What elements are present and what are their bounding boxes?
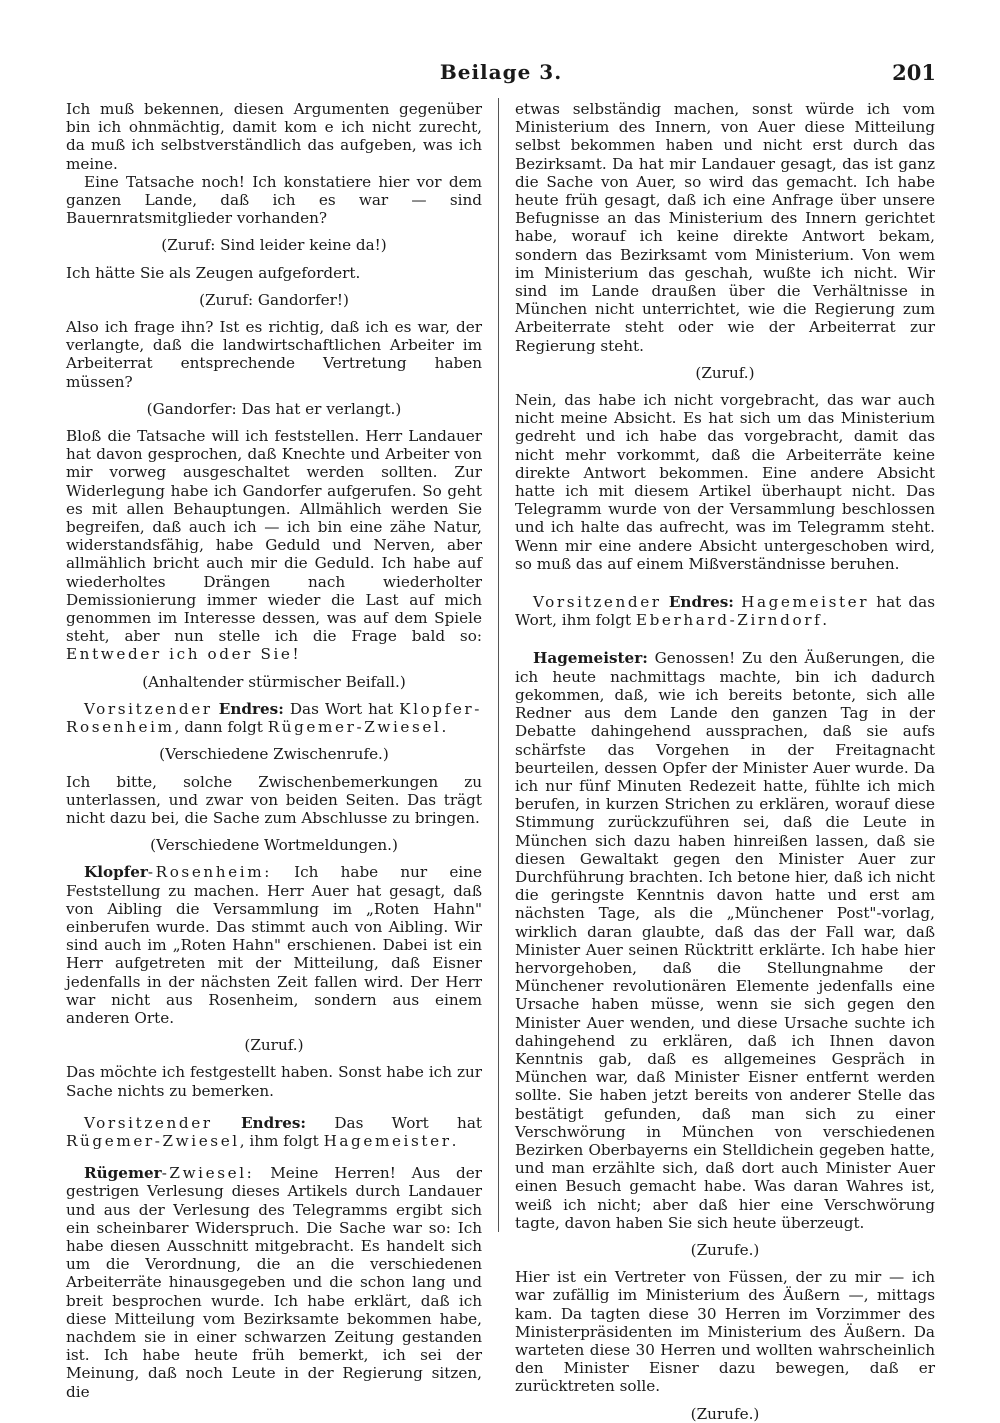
right-column <box>515 100 936 1423</box>
spacer <box>66 1150 482 1164</box>
speaker-name: Rügemer <box>84 1164 162 1183</box>
speaker-ref: Eberhard-Zirndorf <box>635 611 823 630</box>
interjection: (Gandorfer: Das hat er verlangt.) <box>146 399 402 418</box>
page-header <box>66 60 936 90</box>
speaker-name: Hagemeister: <box>533 649 648 668</box>
paragraph: Also ich frage ihn? Ist es richtig, daß ich es war, der verlangte, daß die landwirtschaftlichen Arbeiter im Arbeiterrat entsprechende Vertretung haben müssen? <box>66 318 482 391</box>
column-divider <box>498 98 499 1232</box>
paragraph: Eine Tatsache noch! Ich konstatiere hier vor dem ganzen Lande, daß ich es war — sind Bauernratsmitglieder vorhanden? <box>66 172 482 228</box>
spacer <box>515 573 935 593</box>
speaker-paragraph: Hagemeister: Genossen! Zu den Äußerungen, die ich heute nachmittags machte, bin ich dadurch gekommen, daß, wie ich bereits betonte, sich alle Redner aus dem Lande den ganzen Tag in der Debatte dahingehend aussprachen, daß sie aufs schärfste das Vorgehen in der Freitagnacht beurteilen, dessen Opfer der Minister Auer wurde. Da ich nur fünf Minuten Redezeit hatte, fühlte ich mich berufen, in kurzen Strichen zu erklären, worauf diese Stimmung zurückzuführen sei, daß die Leute in München sich dazu haben hinreißen lassen, daß sie diesen Gewaltakt gegen den Minister Auer zur Durchführung brachten. Ich betone hier, daß ich nicht die geringste Kenntnis davon hatte und erst am nächsten Tage, als die „Münchener Post"-vorlag, wirklich daran glaubte, daß das der Fall war, daß Minister Auer seinen Rücktritt erklärte. Ich habe hier hervorgehoben, daß die Stellungnahme der Münchener revolutionären Elemente jedenfalls eine Ursache haben müsse, wenn sie sich gegen den Minister Auer wenden, und diese Ursache suchte ich dahingehend zu erklären, daß ich Ihnen davon Kenntnis gab, daß es allgemeines Gespräch in München war, daß Minister Eisner entfernt werden sollte. Sie haben jetzt bereits von anderer Stelle das bestätigt gefunden, daß man sich zu einer Verschwörung in München von verschiedenen Bezirken Oberbayerns ein Stelldichein gegeben hatte, und man erzählte sich, daß dort auch Minister Auer einen Besuch gemacht habe. Was daran Wahres ist, weiß ich nicht; aber daß hier eine Verschwörung tagte, davon haben Sie sich heute überzeugt. <box>515 649 935 1232</box>
speaker-paragraph: Rügemer-Zwiesel: Meine Herren! Aus der gestrigen Verlesung dieses Artikels durch Landauer und aus der Verlesung des Telegramms ergibt sich ein scheinbarer Widerspruch. Die Sache war so: Ich habe diesen Ausschnitt mitgebracht. Es handelt sich um die Verordnung, die an die verschiedenen Arbeiterräte hinausgegeben und die schon lang und breit besprochen wurde. Ich habe erklärt, daß ich diese Mitteilung vom Bezirksamte bekommen habe, nachdem sie in einer schwarzen Zeitung gestanden ist. Ich habe heute früh bemerkt, ich sei der Meinung, daß noch Leute in der Regierung sitzen, die <box>66 1164 482 1401</box>
interjection: (Zuruf.) <box>695 363 755 382</box>
interjection: (Verschiedene Zwischenrufe.) <box>159 745 389 764</box>
speaker-ref: Klopfer-Rosenheim <box>66 699 482 737</box>
speaker-ref: Rügemer-Zwiesel <box>66 1131 240 1150</box>
speaker-paragraph: Vorsitzender Endres: Das Wort hat Rügemer-Zwiesel, ihm folgt Hagemeister. <box>66 1113 482 1150</box>
interjection: (Zurufe.) <box>690 1240 760 1259</box>
speaker-paragraph: Vorsitzender Endres: Hagemeister hat das Wort, ihm folgt Eberhard-Zirndorf. <box>515 593 936 630</box>
speaker-paragraph: Klopfer-Rosenheim: Ich habe nur eine Feststellung zu machen. Herr Auer hat gesagt, daß von Aibling die Versammlung im „Roten Hahn" einberufen wurde. Das stimmt auch von Aibling. Wir sind auch im „Roten Hahn" erschienen. Dabei ist ein Herr aufgetreten mit der Mitteilung, daß Eisner jedenfalls in der nächsten Zeit fallen wird. Der Herr war nicht aus Rosenheim, sondern aus einem anderen Orte. <box>66 863 482 1027</box>
interjection: (Verschiedene Wortmeldungen.) <box>150 836 398 855</box>
chair-title: Vorsitzender <box>84 1113 213 1132</box>
interjection: (Zuruf: Gandorfer!) <box>199 290 349 309</box>
paragraph: etwas selbständig machen, sonst würde ich vom Ministerium des Innern, von Auer diese Mitteilung selbst bekommen haben und nicht erst durch das Bezirksamt. Da hat mir Landauer gesagt, das ist ganz die Sache von Auer, so wird das gemacht. Ich habe heute früh gesagt, daß ich eine Anfrage über unsere Befugnisse an das Ministerium des Innern gerichtet habe, worauf ich keine direkte Antwort bekam, sondern das Bezirksamt vom Ministerium. Von wem im Ministerium das geschah, wußte ich nicht. Wir sind im Lande draußen über die Verhältnisse in München nicht unterrichtet, wie die Regierung zum Arbeiterrate steht oder wie der Arbeiterrat zur Regierung steht. <box>515 100 935 355</box>
page-title: Beilage 3. <box>439 60 563 84</box>
paragraph: Nein, das habe ich nicht vorgebracht, das war auch nicht meine Absicht. Es hat sich um das Ministerium gedreht und ich habe das vorgebracht, damit das nicht mehr vorkommt, daß die Arbeiterräte keine direkte Antwort bekommen. Eine andere Absicht hatte ich mit diesem Artikel überhaupt nicht. Das Telegramm wurde von der Versammlung beschlossen und ich halte das aufrecht, was im Telegramm steht. Wenn mir eine andere Absicht untergeschoben wird, so muß das auf einem Mißverständnisse beruhen. <box>515 391 935 573</box>
speaker-name: Klopfer <box>84 863 148 882</box>
spacer <box>66 1100 482 1114</box>
paragraph: Hier ist ein Vertreter von Füssen, der zu mir — ich war zufällig im Ministerium des Äußern —, mittags kam. Da tagten diese 30 Herren im Vorzimmer des Ministerpräsidenten im Ministerium des Äußern. Da warteten diese 30 Herren und wollten wahrscheinlich den Minister Eisner dazu bewegen, daß er zurücktreten solle. <box>515 1268 935 1396</box>
paragraph: Bloß die Tatsache will ich feststellen. Herr Landauer hat davon gesprochen, daß Knechte und Arbeiter von mir vorweg ausgeschaltet werden sollten. Zur Widerlegung habe ich Gandorfer aufgerufen. So geht es mit allen Behauptungen. Allmählich werden Sie begreifen, daß auch ich — ich bin eine zähe Natur, widerstandsfähig, habe Geduld und Nerven, aber allmählich bricht auch mir die Geduld. Ich habe auf wiederholtes Drängen nach wiederholter Demissionierung immer wieder die Last auf mich genommen im Interesse dessen, was auf dem Spiele steht, aber nun stelle ich die Frage bald so: Entweder ich oder Sie! <box>66 427 482 664</box>
speaker-paragraph: Vorsitzender Endres: Das Wort hat Klopfer-Rosenheim, dann folgt Rügemer-Zwiesel. <box>66 699 482 737</box>
speaker-ref: Hagemeister <box>741 593 870 612</box>
speaker-name: Endres: <box>668 593 734 612</box>
chair-title: Vorsitzender <box>533 593 662 612</box>
speaker-name: Endres: <box>218 699 284 718</box>
interjection: (Zuruf: Sind leider keine da!) <box>161 236 387 255</box>
interjection: (Anhaltender stürmischer Beifall.) <box>142 672 406 691</box>
chair-title: Vorsitzender <box>84 699 213 718</box>
speaker-name: Endres: <box>240 1113 307 1132</box>
paragraph: Ich hätte Sie als Zeugen aufgefordert. <box>66 263 361 282</box>
speaker-place: -Rosenheim: <box>147 863 272 882</box>
paragraph: Ich bitte, solche Zwischenbemerkungen zu unterlassen, und zwar von beiden Seiten. Das trägt nicht dazu bei, die Sache zum Abschlusse zu bringen. <box>66 772 482 827</box>
page-number: 201 <box>892 60 936 85</box>
left-column <box>66 100 482 1401</box>
paragraph: Ich muß bekennen, diesen Argumenten gegenüber bin ich ohnmächtig, damit kom e ich nicht zurecht, da muß ich selbstverständlich das aufgeben, was ich meine. <box>66 100 482 173</box>
emphasis-spaced: Entweder ich oder Sie! <box>66 645 302 664</box>
interjection: (Zuruf.) <box>244 1036 304 1055</box>
speaker-place: -Zwiesel: <box>161 1164 255 1183</box>
spacer <box>515 629 935 649</box>
speaker-ref: Rügemer-Zwiesel <box>267 718 442 737</box>
paragraph: Das möchte ich festgestellt haben. Sonst habe ich zur Sache nichts zu bemerken. <box>66 1063 482 1100</box>
interjection: (Zurufe.) <box>690 1404 760 1423</box>
speaker-ref: Hagemeister <box>323 1131 452 1150</box>
